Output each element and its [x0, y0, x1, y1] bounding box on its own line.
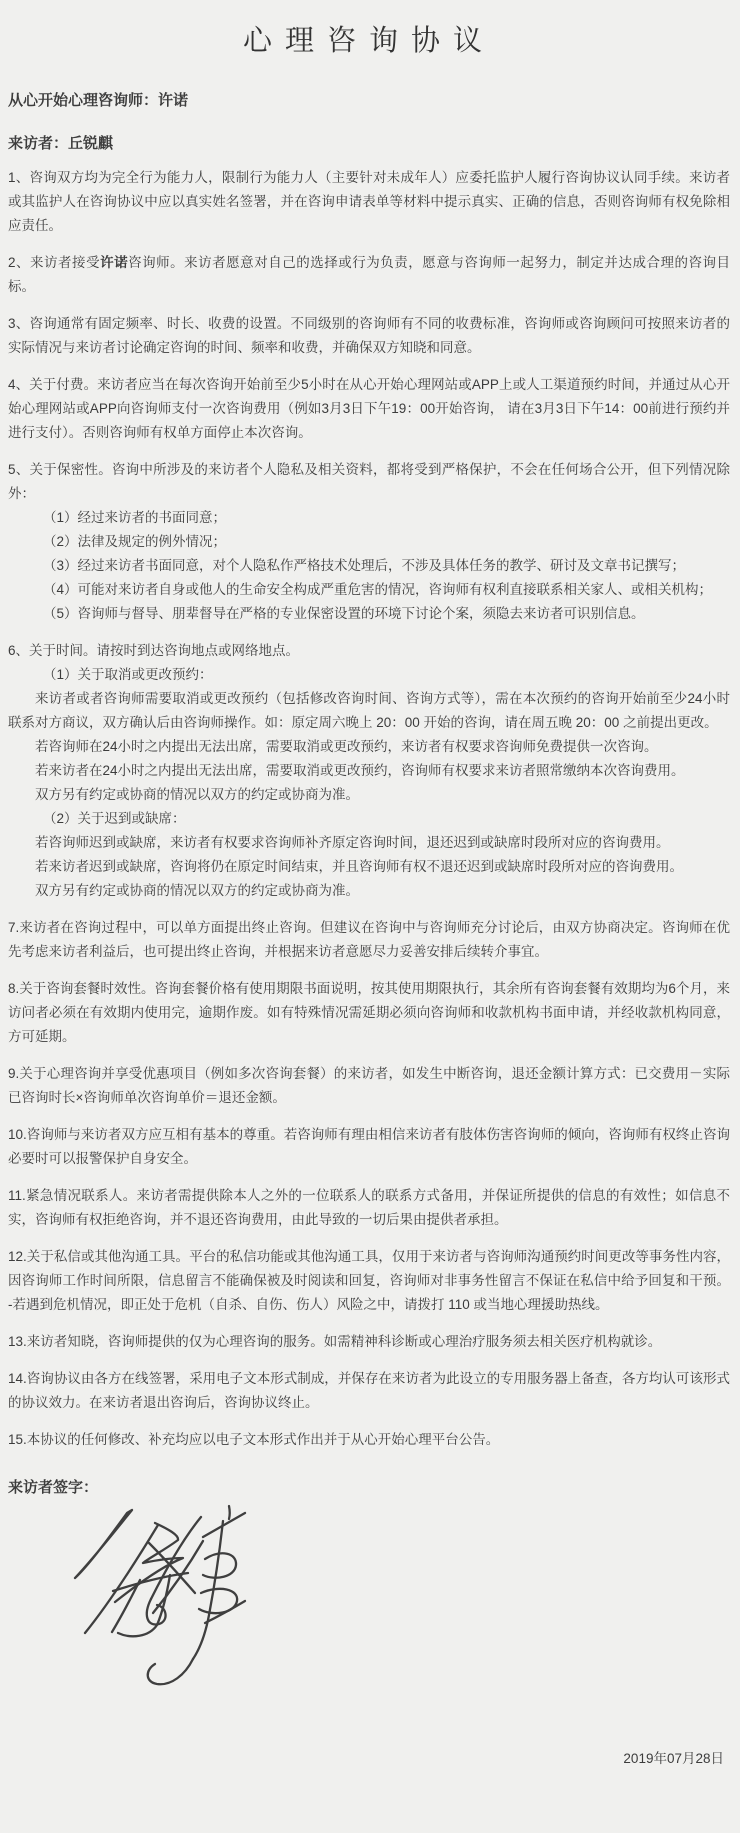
clause-6-sub1-line: 若咨询师在24小时之内提出无法出席，需要取消或更改预约，来访者有权要求咨询师免费提供一次咨询。 — [35, 739, 658, 754]
signature-handwriting — [53, 1503, 253, 1705]
clause-14: 14.咨询协议由各方在线签署，采用电子文本形式制成，并保存在来访者为此设立的专用服务器上备查，各方均认可该形式的协议效力。在来访者退出咨询后，咨询协议终止。 — [8, 1371, 730, 1410]
clause-5-item: （5）咨询师与督导、朋辈督导在严格的专业保密设置的环境下讨论个案，须隐去来访者可识别信息。 — [43, 606, 645, 621]
clause-9: 9.关于心理咨询并享受优惠项目（例如多次咨询套餐）的来访者，如发生中断咨询，退还金额计算方式：已交费用－实际已咨询时长×咨询师单次咨询单价＝退还金额。 — [8, 1066, 730, 1105]
clause-11: 11.紧急情况联系人。来访者需提供除本人之外的一位联系人的联系方式备用，并保证所提供的信息的有效性；如信息不实，咨询师有权拒绝咨询，并不退还咨询费用，由此导致的一切后果由提供者承担。 — [8, 1188, 730, 1227]
clause-10: 10.咨询师与来访者双方应互相有基本的尊重。若咨询师有理由相信来访者有肢体伤害咨询师的倾向，咨询师有权终止咨询必要时可以报警保护自身安全。 — [8, 1127, 730, 1166]
clause-13: 13.来访者知晓，咨询师提供的仅为心理咨询的服务。如需精神科诊断或心理治疗服务须去相关医疗机构就诊。 — [8, 1334, 662, 1349]
clause-5-lead: 5、关于保密性。咨询中所涉及的来访者个人隐私及相关资料，都将受到严格保护，不会在任何场合公开，但下列情况除外： — [8, 462, 730, 501]
clause-5-item: （1）经过来访者的书面同意； — [43, 510, 227, 525]
clause-2-counselor-name: 许诺 — [100, 255, 129, 270]
clause-6-sub1-title: （1）关于取消或更改预约： — [43, 667, 213, 682]
clause-1: 1、咨询双方均为完全行为能力人，限制行为能力人（主要针对未成年人）应委托监护人履行咨询协议认同手续。来访者或其监护人在咨询协议中应以真实姓名签署，并在咨询申请表单等材料中提示真实、正确的信息，否则咨询师有权免除相应责任。 — [8, 170, 730, 233]
clause-2-suffix: 咨询师。来访者愿意对自己的选择或行为负责，愿意与咨询师一起努力，制定并达成合理的咨询目标。 — [8, 255, 731, 294]
clause-6-sub2-line: 若来访者迟到或缺席，咨询将仍在原定时间结束，并且咨询师有权不退还迟到或缺席时段所对应的咨询费用。 — [35, 859, 683, 874]
clause-6-sub1-line: 双方另有约定或协商的情况以双方的约定或协商为准。 — [35, 787, 359, 802]
page-title: 心理咨询协议 — [242, 25, 495, 57]
clause-6-sub2-line: 若咨询师迟到或缺席，来访者有权要求咨询师补齐原定咨询时间，退还迟到或缺席时段所对应的咨询费用。 — [35, 835, 670, 850]
clause-4: 4、关于付费。来访者应当在每次咨询开始前至少5小时在从心开始心理网站或APP上或人工渠道预约时间，并通过从心开始心理网站或APP向咨询师支付一次咨询费用（例如3月3日下午19：00开始咨询， 请在3月3日下午14：00前进行预约并进行支付）。否则咨询师有权单方面停止本次咨询。 — [8, 377, 730, 440]
clause-5-item: （3）经过来访者书面同意，对个人隐私作严格技术处理后，不涉及具体任务的教学、研讨及文章书记撰写； — [43, 558, 686, 573]
counselor-line: 从心开始心理咨询师：许诺 — [8, 92, 189, 109]
signature-date: 2019年07月28日 — [623, 1751, 724, 1766]
clause-5-item: （4）可能对来访者自身或他人的生命安全构成严重危害的情况，咨询师有权利直接联系相关家人、或相关机构； — [43, 582, 713, 597]
clause-6-sub2-line: 双方另有约定或协商的情况以双方的约定或协商为准。 — [35, 883, 359, 898]
clause-6-sub1-line: 来访者或者咨询师需要取消或更改预约（包括修改咨询时间、咨询方式等），需在本次预约的咨询开始前至少24小时联系对方商议，双方确认后由咨询师操作。如：原定周六晚上 20：00 开始的咨询，请在周五晚 20：00 之前提出更改。 — [8, 691, 730, 730]
clause-7: 7.来访者在咨询过程中，可以单方面提出终止咨询。但建议在咨询中与咨询师充分讨论后，由双方协商决定。咨询师在优先考虑来访者利益后，也可提出终止咨询，并根据来访者意愿尽力妥善安排后续转介事宜。 — [8, 920, 730, 959]
clause-2-prefix: 2、来访者接受 — [8, 255, 101, 270]
clause-6-lead: 6、关于时间。请按时到达咨询地点或网络地点。 — [8, 643, 300, 658]
clause-6-sub2-title: （2）关于迟到或缺席： — [43, 811, 186, 826]
clause-3: 3、咨询通常有固定频率、时长、收费的设置。不同级别的咨询师有不同的收费标准，咨询师或咨询顾问可按照来访者的实际情况与来访者讨论确定咨询的时间、频率和收费，并确保双方知晓和同意。 — [8, 316, 730, 355]
clause-6-sub1-line: 若来访者在24小时之内提出无法出席，需要取消或更改预约，咨询师有权要求来访者照常缴纳本次咨询费用。 — [35, 763, 685, 778]
client-line: 来访者：丘锐麒 — [8, 135, 114, 152]
clause-8: 8.关于咨询套餐时效性。咨询套餐价格有使用期限书面说明，按其使用期限执行，其余所有咨询套餐有效期均为6个月，来访问者必须在有效期内使用完，逾期作废。如有特殊情况需延期必须向咨询师和收款机构书面申请，并经收款机构同意，方可延期。 — [8, 981, 730, 1044]
signature-label: 来访者签字： — [8, 1479, 99, 1496]
clause-15: 15.本协议的任何修改、补充均应以电子文本形式作出并于从心开始心理平台公告。 — [8, 1432, 500, 1447]
clause-2 — [8, 251, 730, 299]
clause-12: 12.关于私信或其他沟通工具。平台的私信功能或其他沟通工具，仅用于来访者与咨询师沟通预约时间更改等事务性内容，因咨询师工作时间所限，信息留言不能确保被及时阅读和回复，咨询师对非事务性留言不保证在私信中给予回复和干预。 -若遇到危机情况，即正处于危机（自杀、自伤、伤人）风险之中，请拨打 110 或当地心理援助热线。 — [8, 1249, 730, 1312]
clause-5-item: （2）法律及规定的例外情况； — [43, 534, 227, 549]
